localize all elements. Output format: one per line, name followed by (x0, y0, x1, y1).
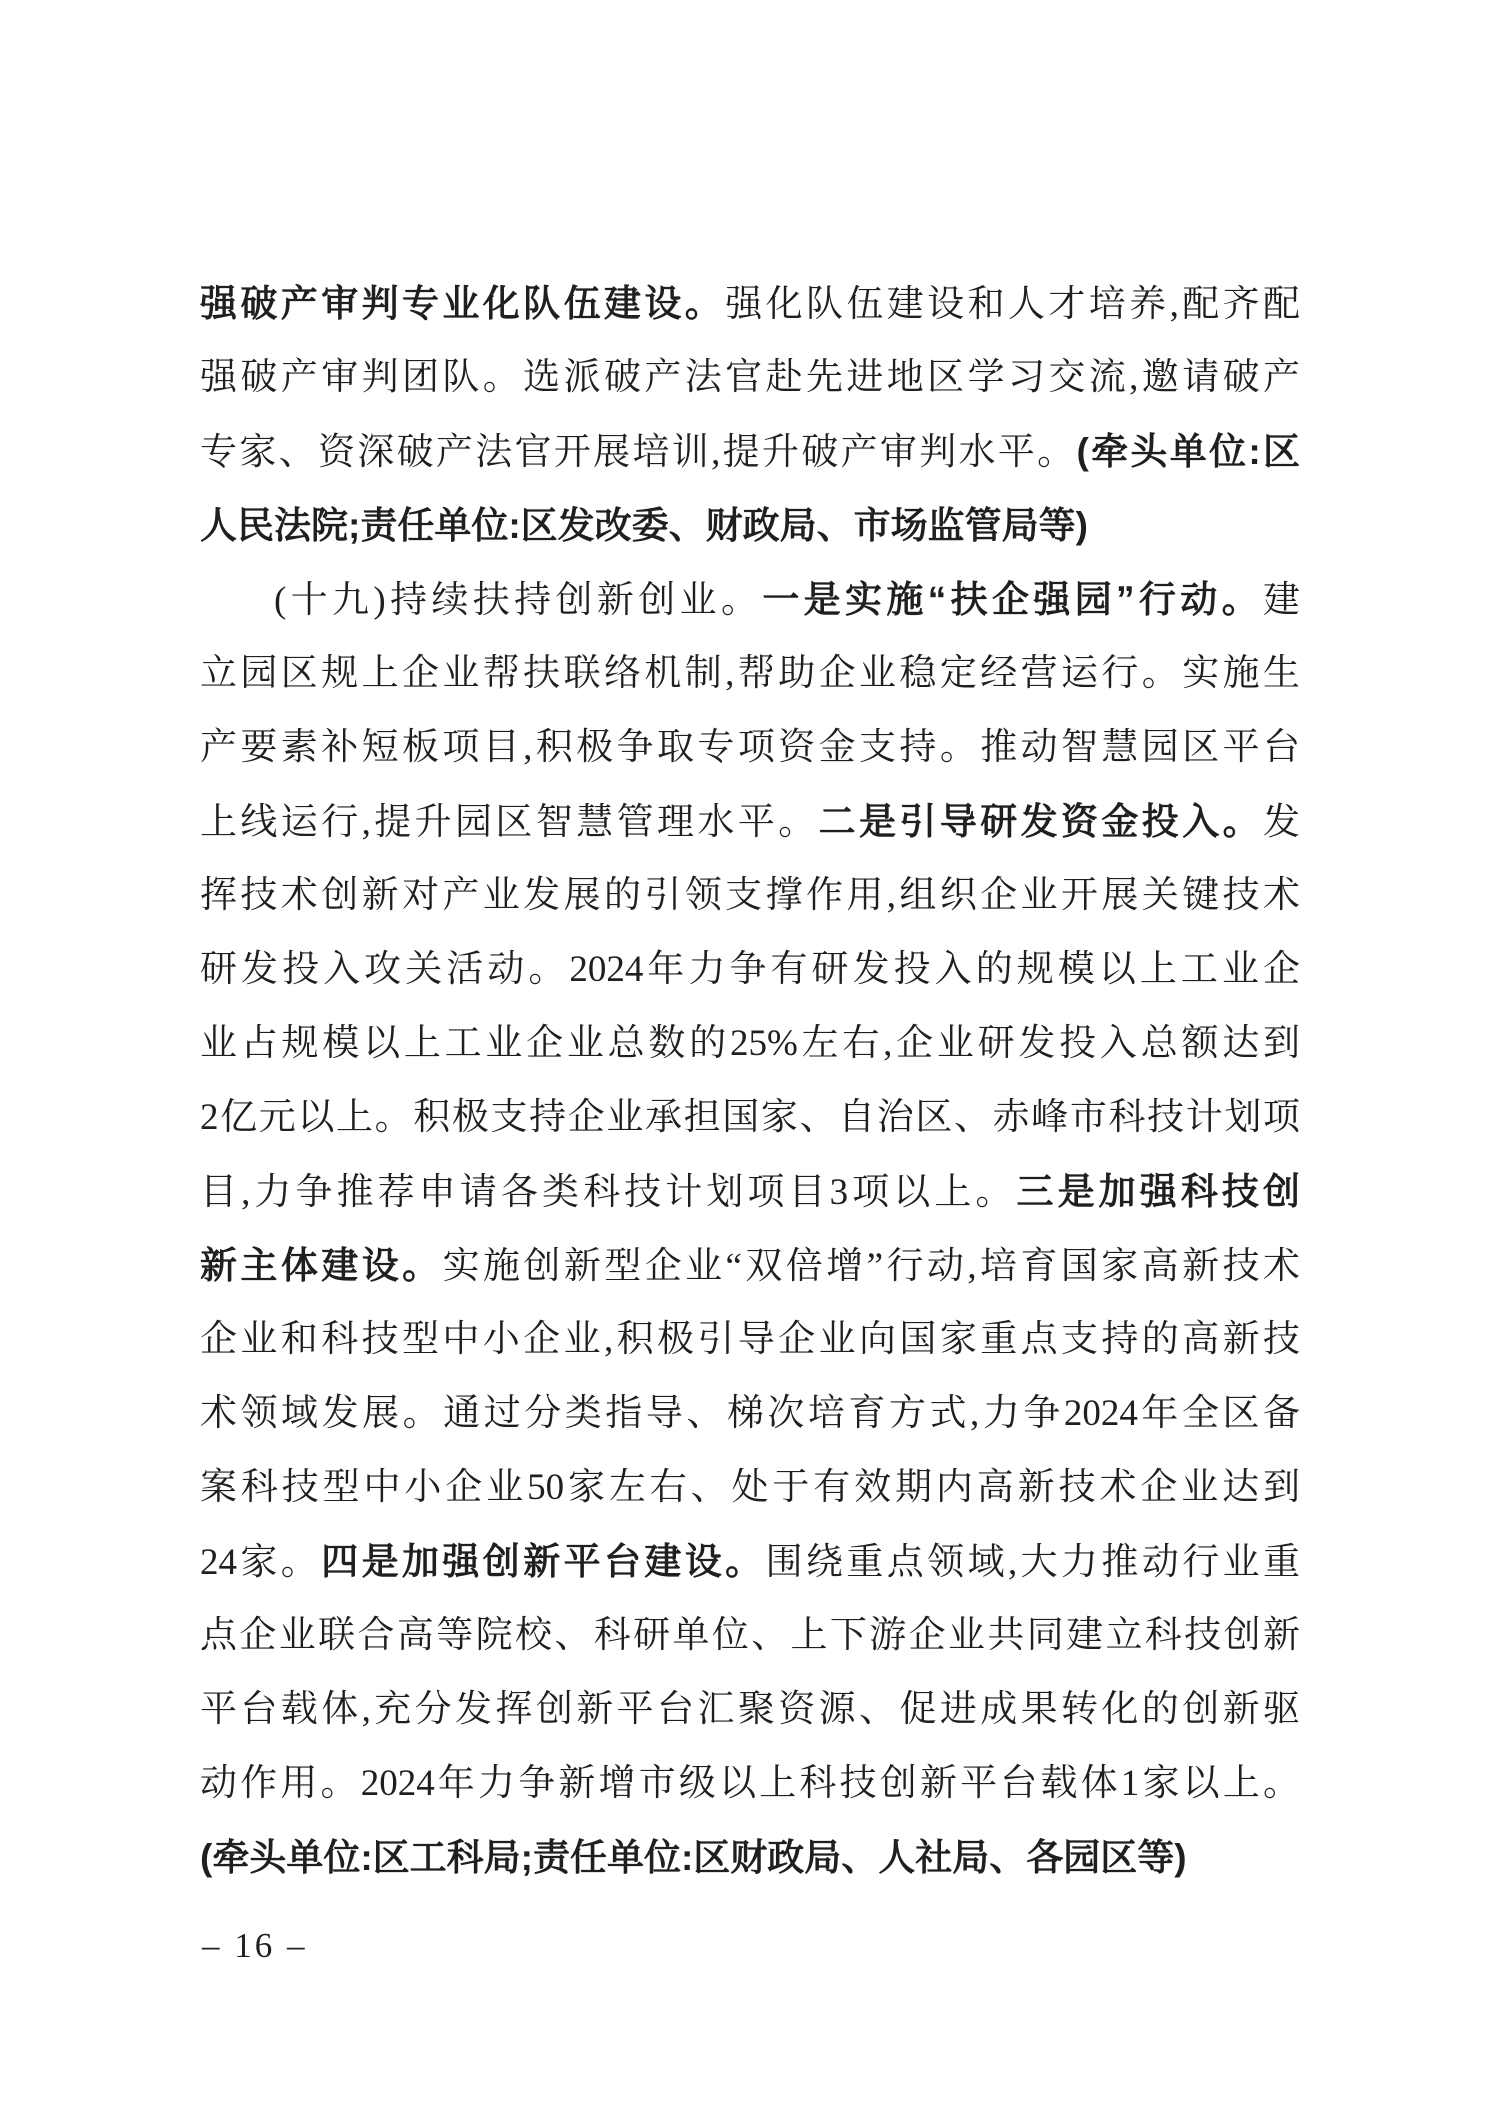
text-segment-body: 术领域发展。通过分类指导、梯次培育方式,力争2024年全区备 (200, 1393, 1300, 1434)
text-line (200, 711, 1300, 785)
text-segment-body: 业占规模以上工业企业总数的25%左右,企业研发投入总额达到 (200, 1023, 1300, 1064)
text-segment-body: 研发投入攻关活动。2024年力争有研发投入的规模以上工业企 (200, 949, 1300, 990)
text-line (200, 267, 1300, 341)
text-line (200, 415, 1300, 489)
text-segment-body: 目,力争推荐申请各类科技计划项目3项以上。 (200, 1172, 1017, 1213)
text-segment-hei: 二是引导研发资金投入。 (818, 801, 1264, 842)
text-line (200, 785, 1300, 859)
text-segment-hei: 一是实施“扶企强园”行动。 (762, 579, 1263, 620)
text-segment-hei: (牵头单位:区 (1076, 431, 1300, 472)
text-segment-body: 发 (1263, 802, 1301, 843)
text-line (200, 933, 1300, 1007)
text-segment-body: 专家、资深破产法官开展培训,提升破产审判水平。 (200, 432, 1077, 473)
text-line (200, 1377, 1300, 1451)
text-segment-body: 立园区规上企业帮扶联络机制,帮助企业稳定经营运行。实施生 (200, 653, 1300, 694)
text-segment-body: 建 (1263, 580, 1300, 621)
text-segment-body: 平台载体,充分发挥创新平台汇聚资源、促进成果转化的创新驱 (200, 1689, 1300, 1730)
text-segment-kai: (十九)持续扶持创新创业。 (274, 580, 763, 621)
text-segment-body: 案科技型中小企业50家左右、处于有效期内高新技术企业达到 (200, 1467, 1300, 1508)
text-segment-body: 企业和科技型中小企业,积极引导企业向国家重点支持的高新技 (200, 1319, 1300, 1360)
text-line (200, 637, 1300, 711)
text-line (200, 489, 1300, 563)
text-line (200, 563, 1300, 637)
document-body (200, 267, 1300, 1895)
text-segment-body: 上线运行,提升园区智慧管理水平。 (200, 802, 819, 843)
text-line (200, 1229, 1300, 1303)
text-segment-body: 实施创新型企业“双倍增”行动,培育国家高新技术 (442, 1246, 1301, 1287)
text-line (200, 1451, 1300, 1525)
page-number: – 16 – (202, 1926, 308, 1965)
text-segment-hei: 新主体建设。 (200, 1245, 443, 1286)
text-segment-body: 强破产审判团队。选派破产法官赴先进地区学习交流,邀请破产 (200, 357, 1300, 398)
text-segment-body: 2亿元以上。积极支持企业承担国家、自治区、赤峰市科技计划项 (200, 1097, 1300, 1138)
text-segment-body: 挥技术创新对产业发展的引领支撑作用,组织企业开展关键技术 (200, 875, 1300, 916)
text-line (200, 1599, 1300, 1673)
text-segment-body: 24家。 (200, 1542, 322, 1583)
text-line (200, 1747, 1300, 1821)
text-segment-hei: 强破产审判专业化队伍建设。 (200, 283, 726, 324)
text-segment-body: 动作用。2024年力争新增市级以上科技创新平台载体1家以上。 (200, 1763, 1300, 1804)
text-line (200, 859, 1300, 933)
text-segment-body: 产要素补短板项目,积极争取专项资金支持。推动智慧园区平台 (200, 727, 1300, 768)
text-segment-hei: (牵头单位:区工科局;责任单位:区财政局、人社局、各园区等) (200, 1837, 1187, 1878)
text-line (200, 1155, 1300, 1229)
text-line (200, 1525, 1300, 1599)
text-line (200, 341, 1300, 415)
text-segment-body: 点企业联合高等院校、科研单位、上下游企业共同建立科技创新 (200, 1615, 1300, 1656)
text-line (200, 1821, 1300, 1895)
text-segment-body: 强化队伍建设和人才培养,配齐配 (725, 284, 1301, 325)
text-segment-hei: 人民法院;责任单位:区发改委、财政局、市场监管局等) (200, 505, 1088, 546)
text-line (200, 1007, 1300, 1081)
text-line (200, 1081, 1300, 1155)
text-segment-body: 围绕重点领域,大力推动行业重 (765, 1542, 1301, 1583)
text-segment-hei: 四是加强创新平台建设。 (321, 1541, 766, 1582)
text-line (200, 1303, 1300, 1377)
text-segment-hei: 三是加强科技创 (1016, 1171, 1300, 1212)
text-line (200, 1673, 1300, 1747)
